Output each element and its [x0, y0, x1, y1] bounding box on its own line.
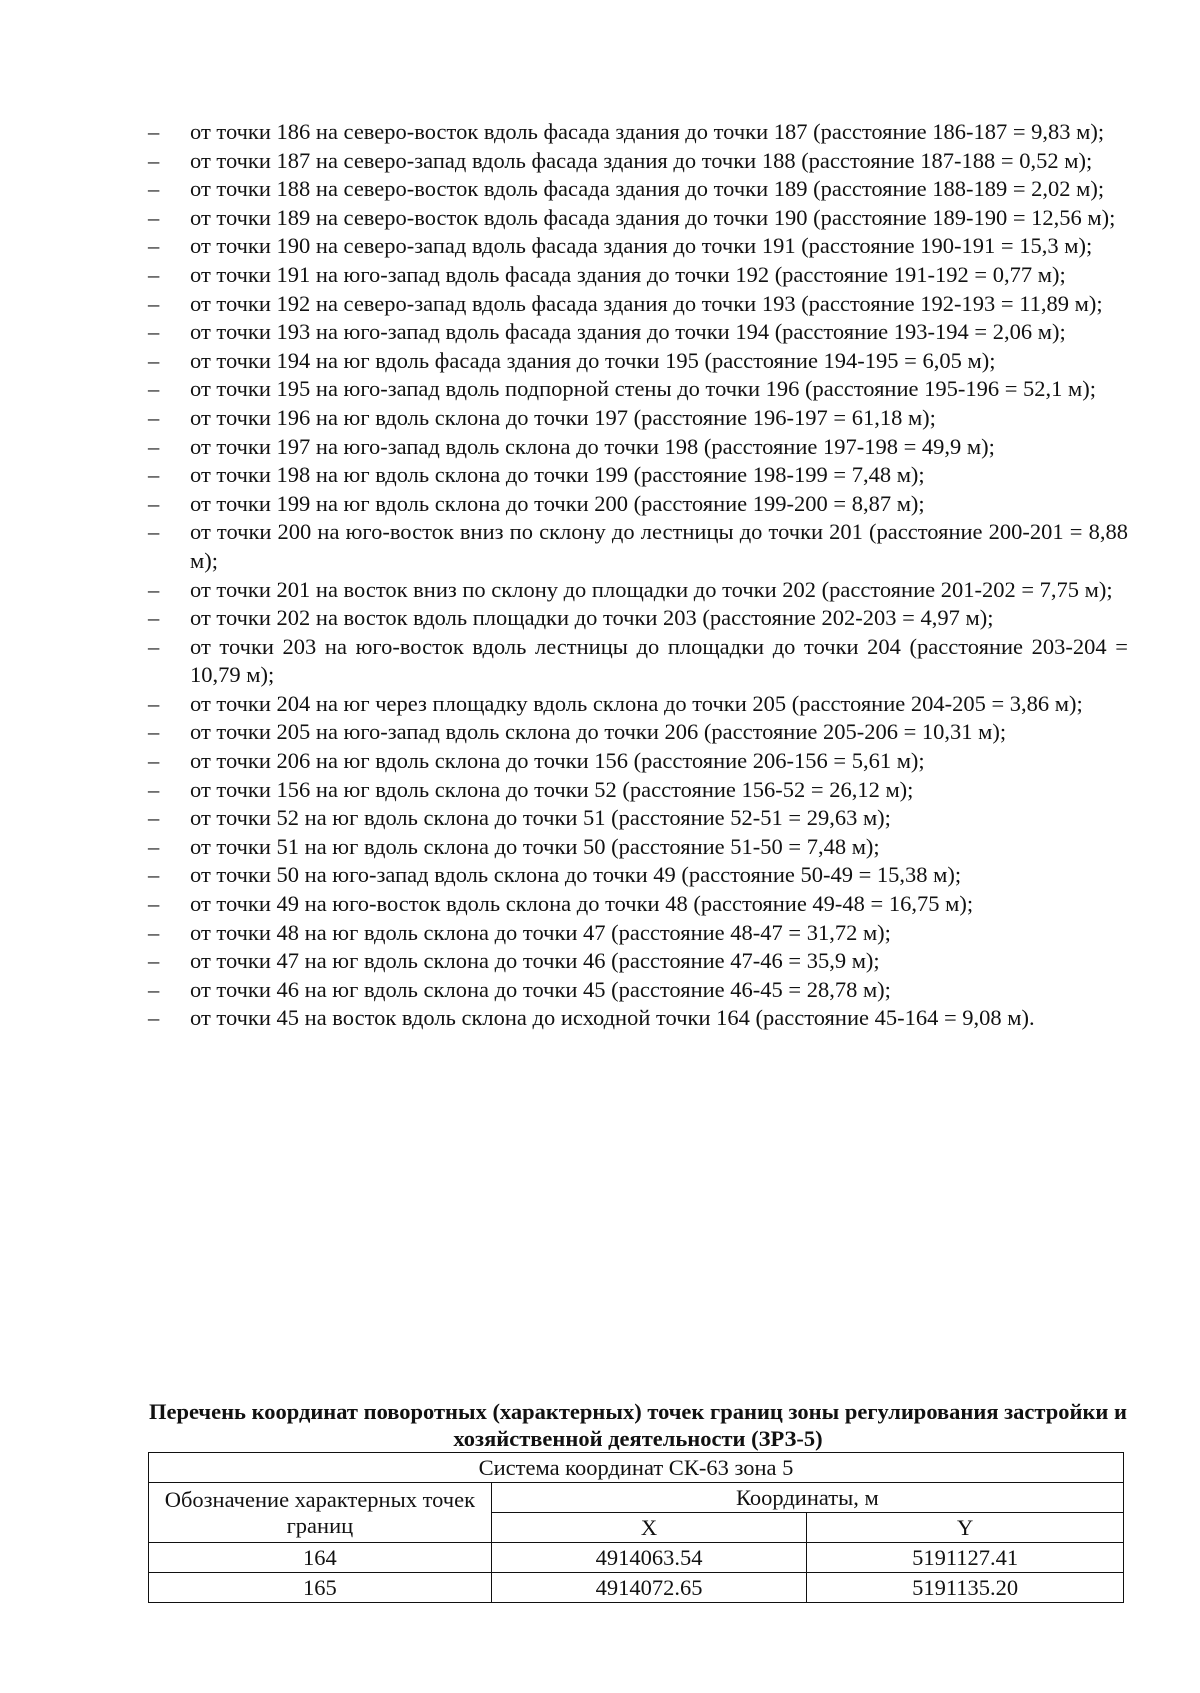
dash-bullet: –: [148, 605, 160, 631]
list-item: [148, 690, 1128, 719]
y-cell: 5191135.20: [807, 1573, 1124, 1603]
dash-bullet: –: [148, 776, 160, 802]
list-item: [148, 1004, 1128, 1033]
dash-bullet: –: [148, 261, 160, 287]
dash-bullet: –: [148, 576, 160, 602]
table-row: [149, 1573, 1124, 1603]
list-item: [148, 490, 1128, 519]
list-item-text: от точки 205 на юго-запад вдоль склона до точки 206 (расстояние 205-206 = 10,31 м);: [190, 719, 1007, 745]
dash-bullet: –: [148, 347, 160, 373]
dash-bullet: –: [148, 233, 160, 259]
dash-bullet: –: [148, 891, 160, 917]
list-item-text: от точки 45 на восток вдоль склона до исходной точки 164 (расстояние 45-164 = 9,08 м).: [190, 1005, 1035, 1031]
list-item: [148, 175, 1128, 204]
list-item-text: от точки 51 на юг вдоль склона до точки 50 (расстояние 51-50 = 7,48 м);: [190, 833, 880, 859]
table-header-row: [149, 1453, 1124, 1483]
list-item-text: от точки 203 на юго-восток вдоль лестницы до площадки до точки 204 (расстояние 203-204 = 10,79 м);: [190, 633, 1128, 688]
x-cell: 4914072.65: [491, 1573, 807, 1603]
dash-bullet: –: [148, 519, 160, 545]
list-item-text: от точки 200 на юго-восток вниз по склону до лестницы до точки 201 (расстояние 200-201 = 8,88 м);: [190, 519, 1128, 573]
dash-bullet: –: [148, 833, 160, 859]
dash-bullet: –: [148, 119, 160, 144]
list-item-text: от точки 189 на северо-восток вдоль фасада здания до точки 190 (расстояние 189-190 = 12,56 м);: [190, 204, 1116, 230]
list-item-text: от точки 196 на юг вдоль склона до точки 197 (расстояние 196-197 = 61,18 м);: [190, 404, 936, 430]
list-item: [148, 976, 1128, 1005]
dash-bullet: –: [148, 490, 160, 516]
list-item-text: от точки 50 на юго-запад вдоль склона до точки 49 (расстояние 50-49 = 15,38 м);: [190, 862, 962, 888]
list-item-text: от точки 204 на юг через площадку вдоль склона до точки 205 (расстояние 204-205 = 3,86 м);: [190, 690, 1083, 716]
list-item: [148, 633, 1128, 690]
list-item-text: от точки 202 на восток вдоль площадки до точки 203 (расстояние 202-203 = 4,97 м);: [190, 605, 994, 631]
list-item-text: от точки 187 на северо-запад вдоль фасада здания до точки 188 (расстояние 187-188 = 0,52 м);: [190, 147, 1093, 173]
coordinate-system-header: Система координат СК-63 зона 5: [149, 1453, 1124, 1483]
list-item: [148, 232, 1128, 261]
list-item-text: от точки 49 на юго-восток вдоль склона до точки 48 (расстояние 49-48 = 16,75 м);: [190, 891, 974, 917]
list-item-text: от точки 206 на юг вдоль склона до точки 156 (расстояние 206-156 = 5,61 м);: [190, 748, 925, 774]
list-item: [148, 518, 1128, 575]
list-item: [148, 461, 1128, 490]
dash-bullet: –: [148, 719, 160, 745]
dash-bullet: –: [148, 376, 160, 402]
list-item: [148, 433, 1128, 462]
list-item: [148, 404, 1128, 433]
dash-bullet: –: [148, 748, 160, 774]
y-cell: 5191127.41: [807, 1543, 1124, 1573]
dash-bullet: –: [148, 404, 160, 430]
point-cell: 164: [149, 1543, 492, 1573]
list-item: [148, 318, 1128, 347]
dash-bullet: –: [148, 1005, 160, 1031]
x-column-header: X: [491, 1513, 807, 1543]
section-title: Перечень координат поворотных (характерных) точек границ зоны регулирования застройки и хозяйственной деятельности (ЗРЗ-5): [148, 1399, 1127, 1451]
dash-bullet: –: [148, 433, 160, 459]
points-column-header: Обозначение характерных точек границ: [149, 1483, 492, 1543]
list-item: [148, 375, 1128, 404]
list-item-text: от точки 191 на юго-запад вдоль фасада здания до точки 192 (расстояние 191-192 = 0,77 м);: [190, 261, 1066, 287]
list-item: [148, 718, 1128, 747]
y-column-header: Y: [807, 1513, 1124, 1543]
list-item-text: от точки 199 на юг вдоль склона до точки 200 (расстояние 199-200 = 8,87 м);: [190, 490, 925, 516]
list-item: [148, 919, 1128, 948]
list-item: [148, 804, 1128, 833]
dash-bullet: –: [148, 290, 160, 316]
list-item-text: от точки 194 на юг вдоль фасада здания до точки 195 (расстояние 194-195 = 6,05 м);: [190, 347, 996, 373]
list-item: [148, 890, 1128, 919]
dash-bullet: –: [148, 633, 160, 659]
dash-bullet: –: [148, 319, 160, 345]
list-item: [148, 147, 1128, 176]
x-cell: 4914063.54: [491, 1543, 807, 1573]
list-item-text: от точки 47 на юг вдоль склона до точки 46 (расстояние 47-46 = 35,9 м);: [190, 948, 880, 974]
dash-bullet: –: [148, 690, 160, 716]
list-item: [148, 604, 1128, 633]
list-item: [148, 576, 1128, 605]
list-item-text: от точки 186 на северо-восток вдоль фасада здания до точки 187 (расстояние 186-187 = 9,83 м);: [190, 119, 1105, 144]
dash-bullet: –: [148, 147, 160, 173]
point-cell: 165: [149, 1573, 492, 1603]
list-item: [148, 204, 1128, 233]
list-item-text: от точки 188 на северо-восток вдоль фасада здания до точки 189 (расстояние 188-189 = 2,02 м);: [190, 176, 1105, 202]
list-item-text: от точки 198 на юг вдоль склона до точки 199 (расстояние 198-199 = 7,48 м);: [190, 462, 925, 488]
list-item: [148, 747, 1128, 776]
list-item: [148, 118, 1128, 147]
list-item: [148, 290, 1128, 319]
table-row: [149, 1543, 1124, 1573]
list-item: [148, 776, 1128, 805]
list-item: [148, 833, 1128, 862]
dash-bullet: –: [148, 176, 160, 202]
coordinates-table: [148, 1452, 1124, 1603]
dash-bullet: –: [148, 862, 160, 888]
list-item-text: от точки 192 на северо-запад вдоль фасада здания до точки 193 (расстояние 192-193 = 11,89 м);: [190, 290, 1103, 316]
list-item-text: от точки 201 на восток вниз по склону до площадки до точки 202 (расстояние 201-202 = 7,75 м);: [190, 576, 1113, 602]
list-item-text: от точки 190 на северо-запад вдоль фасада здания до точки 191 (расстояние 190-191 = 15,3 м);: [190, 233, 1093, 259]
list-item-text: от точки 156 на юг вдоль склона до точки 52 (расстояние 156-52 = 26,12 м);: [190, 776, 914, 802]
list-item: [148, 347, 1128, 376]
list-item-text: от точки 52 на юг вдоль склона до точки 51 (расстояние 52-51 = 29,63 м);: [190, 805, 891, 831]
dash-bullet: –: [148, 204, 160, 230]
coordinates-column-header: Координаты, м: [491, 1483, 1123, 1513]
list-item-text: от точки 48 на юг вдоль склона до точки 47 (расстояние 48-47 = 31,72 м);: [190, 919, 891, 945]
list-item: [148, 861, 1128, 890]
dash-bullet: –: [148, 919, 160, 945]
dash-bullet: –: [148, 462, 160, 488]
boundary-description-list: [148, 118, 1128, 1033]
dash-bullet: –: [148, 948, 160, 974]
dash-bullet: –: [148, 805, 160, 831]
table-header-row: [149, 1483, 1124, 1513]
list-item: [148, 947, 1128, 976]
list-item: [148, 261, 1128, 290]
list-item-text: от точки 197 на юго-запад вдоль склона до точки 198 (расстояние 197-198 = 49,9 м);: [190, 433, 995, 459]
list-item-text: от точки 195 на юго-запад вдоль подпорной стены до точки 196 (расстояние 195-196 = 52,1 м);: [190, 376, 1097, 402]
list-item-text: от точки 193 на юго-запад вдоль фасада здания до точки 194 (расстояние 193-194 = 2,06 м);: [190, 319, 1066, 345]
list-item-text: от точки 46 на юг вдоль склона до точки 45 (расстояние 46-45 = 28,78 м);: [190, 976, 891, 1002]
dash-bullet: –: [148, 976, 160, 1002]
